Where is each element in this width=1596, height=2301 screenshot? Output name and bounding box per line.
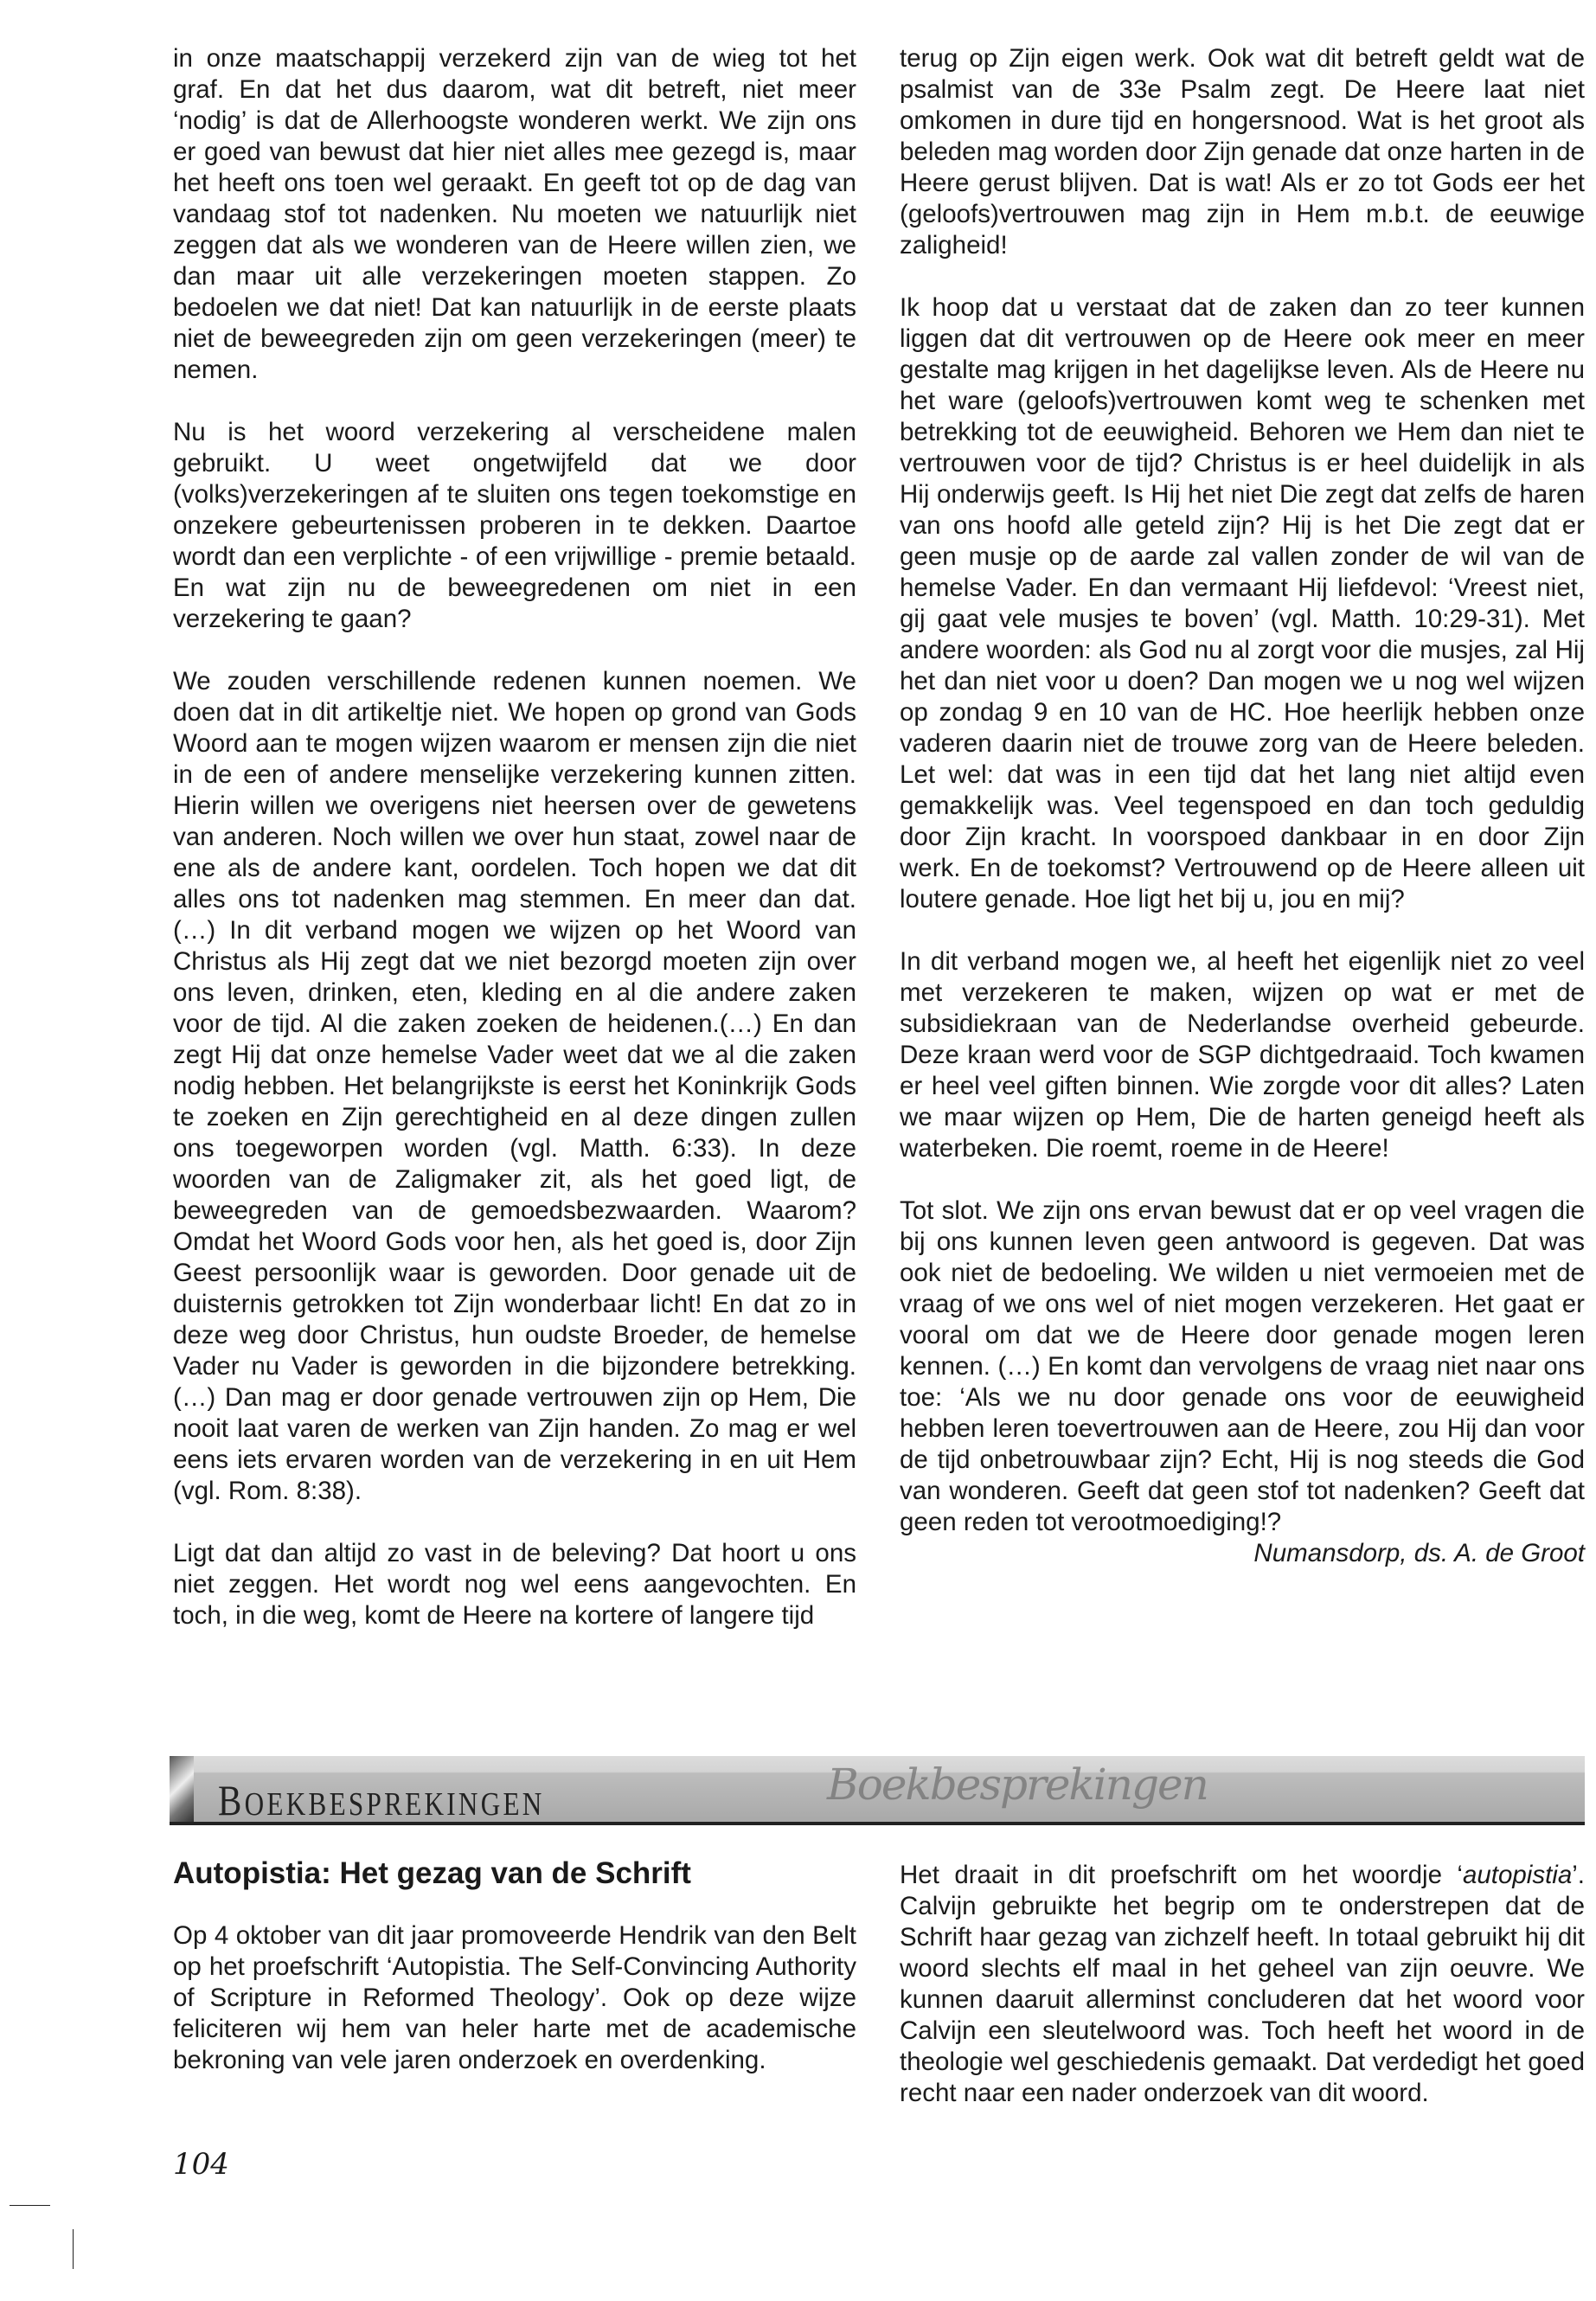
paragraph: Op 4 oktober van dit jaar promoveerde Hendrik van den Belt op het proefschrift ‘Autopistia. The Self-Convincing Authority of Scripture in Reformed Theology’. Ook op deze wijze feliciteren wij hem van heler harte met de academische bekroning van vele jaren onderzoek en overdenking. <box>173 1921 856 2074</box>
paragraph: We zouden verschillende redenen kunnen noemen. We doen dat in dit artikeltje niet. We hopen op grond van Gods Woord aan te mogen wijzen waarom er mensen zijn die niet in de een of andere menselijke verzekering kunnen zitten. Hierin willen we overigens niet heersen over de gewetens van anderen. Noch willen we over hun staat, zowel naar de ene als de andere kant, oordelen. Toch hopen we dat dit alles ons tot nadenken mag stemmen. En meer dan dat. (…) In dit verband mogen we wijzen op het Woord van Christus als Hij zegt dat we niet bezorgd moeten zijn over ons leven, drinken, eten, kleding en al die andere zaken voor de tijd. Al die zaken zoeken de heidenen.(…) En dan zegt Hij dat onze hemelse Vader weet dat we al die zaken nodig hebben. Het belangrijkste is eerst het Koninkrijk Gods te zoeken en Zijn gerechtigheid en al deze dingen zullen ons toegeworpen worden (vgl. Matth. 6:33). In deze woorden van de Zaligmaker zit, als het goed ligt, de beweegreden van de gemoedsbezwaarden. Waarom? Omdat het Woord Gods voor hen, als het goed is, door Zijn Geest persoonlijk waar is geworden. Door genade uit de duisternis getrokken tot Zijn wonderbaar licht! En dat zo in deze weg door Christus, hun oudste Broeder, de hemelse Vader nu Vader is geworden in die bijzondere betrekking. (…) Dan mag er door genade vertrouwen zijn op Hem, Die nooit laat varen de werken van Zijn handen. Zo mag er wel eens iets ervaren worden van de verzekering in en uit Hem (vgl. Rom. 8:38). <box>173 667 856 1505</box>
article-left-column <box>173 43 856 1663</box>
paragraph: In dit verband mogen we, al heeft het eigenlijk niet zo veel met verzekeren te maken, wijzen op wat er met de subsidiekraan van de Nederlandse overheid gebeurde. Deze kraan werd voor de SGP dichtgedraaid. Toch kwamen er heel veel giften binnen. Wie zorgde voor dit alles? Laten we maar wijzen op Hem, Die de harten geneigd heeft als waterbeken. Die roemt, roeme in de Heere! <box>900 947 1585 1163</box>
text: Het draait in dit proefschrift om het woordje ‘ <box>900 1861 1463 1889</box>
review-heading: Autopistia: Het gezag van de Schrift <box>173 1856 691 1890</box>
paragraph: Tot slot. We zijn ons ervan bewust dat er op veel vragen die bij ons kunnen leven geen antwoord is gegeven. Dat was ook niet de bedoeling. We wilden u niet vermoeien met de vraag of we ons wel of niet mogen verzekeren. Het gaat er vooral om dat we de Heere door genade mogen leren kennen. (…) En komt dan vervolgens de vraag niet naar ons toe: ‘Als we nu door genade ons voor de eeuwigheid hebben leren toevertrouwen aan de Heere, zou Hij dan voor de tijd onbetrouwbaar zijn? Echt, Hij is nog steeds die God van wonderen. Geeft dat geen stof tot nadenken? Geeft dat geen reden tot verootmoediging!? <box>900 1196 1585 1536</box>
crop-mark <box>10 2205 50 2206</box>
text: ’. Calvijn gebruikte het begrip om te onderstrepen dat de Schrift haar gezag van zichzelf heeft. In totaal gebruikt hij dit woord slechts elf maal in het geheel van zijn oeuvre. We kunnen daaruit allerminst concluderen dat het woord voor Calvijn een sleutelwoord was. Toch heeft het woord in de theologie wel geschiedenis gemaakt. Dat verdedigt het goed recht naar een nader onderzoek van dit woord. <box>900 1861 1585 2107</box>
paragraph: Nu is het woord verzekering al verscheidene malen gebruikt. U weet ongetwijfeld dat we door (volks)verzekeringen af te sluiten ons tegen toekomstige en onzekere gebeurtenissen proberen in te dekken. Daartoe wordt dan een verplichte - of een vrijwillige - premie betaald. En wat zijn nu de beweegredenen om niet in een verzekering te gaan? <box>173 418 856 633</box>
banner-script-watermark: Boekbesprekingen <box>827 1759 1208 1810</box>
book-icon <box>170 1756 194 1822</box>
paragraph: in onze maatschappij verzekerd zijn van de wieg tot het graf. En dat het dus daarom, wat dit betreft, niet meer ‘nodig’ is dat de Allerhoogste wonderen werkt. We zijn ons er goed van bewust dat hier niet alles mee gezegd is, maar het heeft ons toen wel geraakt. En geeft tot op de dag van vandaag stof tot nadenken. Nu moeten we natuurlijk niet zeggen dat als we wonderen van de Heere willen zien, we dan maar uit alle verzekeringen moeten stappen. Zo bedoelen we dat niet! Dat kan natuurlijk in de eerste plaats niet de beweegreden zijn om geen verzekeringen (meer) te nemen. <box>173 44 856 384</box>
section-title <box>218 1775 545 1825</box>
title-initial: B <box>218 1776 245 1824</box>
paragraph: Ik hoop dat u verstaat dat de zaken dan zo teer kunnen liggen dat dit vertrouwen op de Heere ook meer en meer gestalte mag krijgen in het dagelijkse leven. Als de Heere nu het ware (geloofs)vertrouwen komt weg te schenken met betrekking tot de eeuwigheid. Behoren we Hem dan niet te vertrouwen voor de tijd? Christus is er heel duidelijk in als Hij onderwijs geeft. Is Hij het niet Die zegt dat zelfs de haren van ons hoofd alle geteld zijn? Hij is het Die zegt dat er geen musje op de aarde zal vallen zonder de wil van de hemelse Vader. En dan vermaant Hij liefdevol: ‘Vreest niet, gij gaat vele musjes te boven’ (vgl. Matth. 10:29-31). Met andere woorden: als God nu al zorgt voor die musjes, zal Hij het dan niet voor u doen? Dan mogen we u nog wel wijzen op zondag 9 en 10 van de HC. Hoe heerlijk hebben onze vaderen daarin niet de trouwe zorg van de Heere beleden. Let wel: dat was in een tijd dat het lang niet altijd even gemakkelijk was. Veel tegenspoed en dan toch geduldig door Zijn kracht. In voorspoed dankbaar in en door Zijn werk. En de toekomst? Vertrouwend op de Heere alleen uit loutere genade. Hoe ligt het bij u, jou en mij? <box>900 293 1585 913</box>
review-left-column <box>173 1920 856 2107</box>
crop-mark <box>73 2229 74 2269</box>
page-number: 104 <box>173 2147 229 2182</box>
italic-term: autopistia <box>1462 1861 1573 1889</box>
section-banner <box>170 1756 1585 1825</box>
review-right-column <box>900 1860 1585 2140</box>
paragraph <box>900 1860 1585 2109</box>
paragraph: terug op Zijn eigen werk. Ook wat dit betreft geldt wat de psalmist van de 33e Psalm zegt. De Heere laat niet omkomen in dure tijd en hongersnood. Wat is het groot als beleden mag worden door Zijn genade dat onze harten in de Heere gerust blijven. Dat is wat! Als er zo tot Gods eer het (geloofs)vertrouwen mag zijn in Hem m.b.t. de eeuwige zaligheid! <box>900 44 1585 260</box>
article-right-column <box>900 43 1585 1600</box>
paragraph: Ligt dat dan altijd zo vast in de beleving? Dat hoort u ons niet zeggen. Het wordt nog wel eens aangevochten. En toch, in die weg, komt de Heere na kortere of langere tijd <box>173 1539 856 1630</box>
title-rest: OEKBESPREKINGEN <box>244 1786 545 1823</box>
author-signature: Numansdorp, ds. A. de Groot <box>1253 1539 1585 1567</box>
